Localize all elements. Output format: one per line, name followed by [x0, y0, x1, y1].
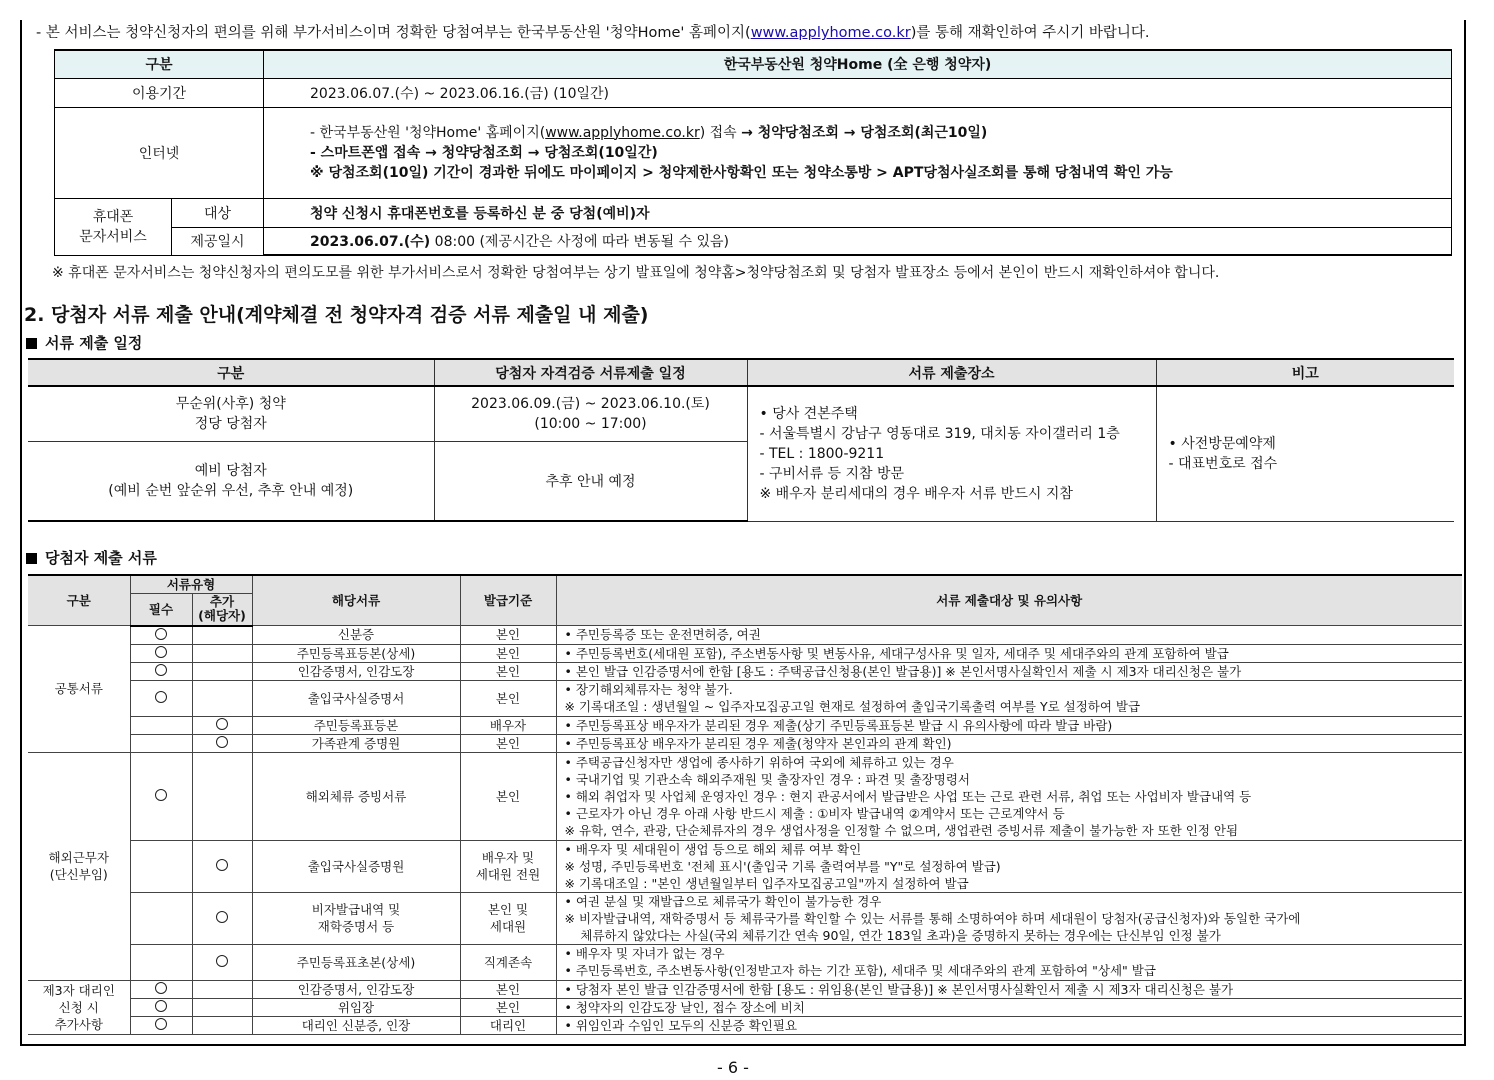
circle-mark-icon	[216, 736, 228, 748]
doc-notes	[556, 840, 1462, 892]
additional-cell	[192, 680, 252, 716]
doc-line-2: 재학증명서 등	[317, 919, 395, 934]
table-row	[28, 734, 1462, 752]
note-line: • 주민등록표상 배우자가 분리된 경우 제출(청약자 본인과의 관계 확인)	[564, 735, 952, 751]
period-value: 2023.06.07.(수) ~ 2023.06.16.(금) (10일간)	[264, 78, 1452, 107]
doc-basis: 대리인	[460, 1016, 556, 1034]
docs-header-doctype: 서류유형	[130, 575, 252, 594]
date-value	[264, 227, 1452, 255]
schedule-place	[747, 386, 1156, 521]
cat-proxy	[28, 980, 130, 1034]
note-line: • 근로자가 아닌 경우 아래 사항 반드시 제출 : ①비자 발급내역 ②계약서 또는 근로계약서 등	[564, 805, 1065, 821]
cat-common: 공통서류	[28, 626, 130, 753]
additional-cell	[192, 752, 252, 840]
required-cell	[130, 716, 192, 734]
doc-notes	[556, 716, 1462, 734]
circle-mark-icon	[155, 982, 167, 994]
table-row	[28, 752, 1462, 840]
internet-line-1-post: ) 접속	[699, 124, 742, 141]
circle-mark-icon	[155, 1018, 167, 1030]
note-line: • 배우자 및 자녀가 없는 경우	[564, 946, 725, 961]
note-line: ※ 비자발급내역, 재학증명서 등 체류국가를 확인할 수 있는 서류를 통해 소명하여야 하며 세대원이 당첨자(공급신청자)와 동일한 국가에	[564, 910, 1301, 926]
note-line: • 주택공급신청자만 생업에 종사하기 위하여 국외에 체류하고 있는 경우	[564, 754, 954, 770]
doc-basis: 본인	[460, 626, 556, 645]
circle-mark-icon	[155, 1000, 167, 1012]
table-row	[28, 644, 1462, 662]
target-value: 청약 신청시 휴대폰번호를 등록하신 분 중 당첨(예비)자	[264, 198, 1452, 227]
additional-cell	[192, 644, 252, 662]
cat-proxy-line-1: 제3자 대리인	[42, 982, 115, 998]
doc-name: 출입국사실증명서	[252, 680, 460, 716]
sms-label-1: 휴대폰	[92, 208, 134, 225]
top-note-text-end: )를 통해 재확인하여 주시기 바랍니다.	[910, 25, 1150, 41]
note-line: • 주민등록번호(세대원 포함), 주소변동사항 및 변동사유, 세대구성사유 및 일자, 세대주 및 세대주와의 관계 포함하여 발급	[564, 645, 1229, 661]
table-row	[28, 680, 1462, 716]
sms-label-2: 문자서비스	[79, 228, 147, 245]
doc-notes	[556, 980, 1462, 998]
target-label: 대상	[172, 198, 264, 227]
circle-mark-icon	[216, 859, 228, 871]
doc-line-1: 비자발급내역 및	[311, 902, 401, 917]
note-line: • 주민등록증 또는 운전면허증, 여권	[564, 627, 761, 643]
date-value-bold: 2023.06.07.(수)	[310, 233, 431, 250]
schedule-row1-category	[28, 386, 434, 441]
doc-basis: 본인	[460, 752, 556, 840]
period-label: 이용기간	[55, 78, 264, 107]
row1-cat-line-1: 무순위(사후) 청약	[175, 395, 286, 412]
basis-line-1: 배우자 및	[481, 850, 535, 865]
required-cell	[130, 680, 192, 716]
doc-notes	[556, 752, 1462, 840]
note-line: • 국내기업 및 기관소속 해외주재원 및 출장자인 경우 : 파견 및 출장명령서	[564, 771, 970, 787]
basis-line-2: 세대원	[489, 919, 527, 934]
docs-header-notes: 서류 제출대상 및 유의사항	[556, 575, 1462, 626]
doc-notes	[556, 1016, 1462, 1034]
additional-cell	[192, 998, 252, 1016]
internet-line-3: ※ 당첨조회(10일) 기간이 경과한 뒤에도 마이페이지 > 청약제한사항확인 또는 청약소통방 > APT당첨사실조회를 통해 당첨내역 확인 가능	[310, 164, 1173, 181]
note-line: • 장기해외체류자는 청약 불가.	[564, 682, 733, 697]
required-cell	[130, 998, 192, 1016]
circle-mark-icon	[216, 911, 228, 923]
doc-basis: 본인	[460, 998, 556, 1016]
note-line: • 해외 취업자 및 사업체 운영자인 경우 : 현지 관공서에서 발급받은 사업 또는 근로 관련 서류, 취업 또는 사업비자 발급내역 등	[564, 788, 1252, 804]
date-label: 제공일시	[172, 227, 264, 255]
section-title: 2. 당첨자 서류 제출 안내(계약체결 전 청약자격 검증 서류 제출일 내 제출)	[24, 304, 649, 326]
circle-mark-icon	[155, 691, 167, 703]
schedule-header-place: 서류 제출장소	[747, 359, 1156, 386]
doc-notes	[556, 892, 1462, 944]
cat-overseas-line-1: 해외근무자	[48, 850, 109, 865]
table-row	[28, 892, 1462, 944]
top-note	[36, 21, 1150, 42]
place-line: - 서울특별시 강남구 영동대로 319, 대치동 자이갤러리 1층	[759, 425, 1120, 442]
required-cell	[130, 734, 192, 752]
additional-cell	[192, 944, 252, 980]
note-line: ※ 성명, 주민등록번호 '전체 표시'(출입국 기록 출력여부를 "Y"로 설정하여 발급)	[564, 858, 1001, 874]
basis-line-2: 세대원 전원	[475, 867, 541, 882]
doc-basis: 직계존속	[460, 944, 556, 980]
doc-basis: 본인	[460, 662, 556, 680]
table-row	[28, 662, 1462, 680]
square-bullet-icon	[26, 338, 37, 349]
additional-line-2: (해당자)	[198, 608, 246, 624]
docs-header-additional	[192, 594, 252, 626]
doc-name: 출입국사실증명원	[252, 840, 460, 892]
note-line: • 주민등록번호, 주소변동사항(인정받고자 하는 기간 포함), 세대주 및 세대주와의 관계 포함하여 "상세" 발급	[564, 963, 1156, 978]
doc-notes	[556, 626, 1462, 645]
cat-proxy-line-2: 신청 시	[58, 999, 99, 1015]
note-line: ※ 유학, 연수, 관광, 단순체류자의 경우 생업사정을 인정할 수 없으며, 생업관련 증빙서류 제출이 불가능한 자 또한 인정 안됨	[564, 822, 1239, 838]
cat-overseas-line-2: (단신부임)	[49, 867, 108, 882]
docs-header-required: 필수	[130, 594, 192, 626]
applyhome-link[interactable]: www.applyhome.co.kr	[750, 25, 911, 41]
doc-name: 신분증	[252, 626, 460, 645]
cat-proxy-line-3: 추가사항	[54, 1016, 103, 1032]
internet-value	[264, 107, 1452, 198]
row2-cat-line-1: 예비 당첨자	[194, 462, 267, 479]
note-line: 체류하지 않았다는 사실(국외 체류기간 연속 90일, 연간 183일 초과)을 증명하지 못하는 경우에는 단신부임 인정 불가	[564, 927, 1221, 943]
doc-name: 대리인 신분증, 인장	[252, 1016, 460, 1034]
row1-date-line-1: 2023.06.09.(금) ~ 2023.06.10.(토)	[471, 395, 710, 412]
note-line: • 본인 발급 인감증명서에 한함 [용도 : 주택공급신청용(본인 발급용)] ※ 본인서명사실확인서 제출 시 제3자 대리신청은 불가	[564, 663, 1242, 679]
required-cell	[130, 662, 192, 680]
schedule-header-category: 구분	[28, 359, 434, 386]
doc-notes	[556, 680, 1462, 716]
required-cell	[130, 752, 192, 840]
internet-line-1-pre: - 한국부동산원 '청약Home' 홈페이지(	[310, 124, 546, 141]
row1-cat-line-2: 정당 당첨자	[194, 415, 267, 432]
additional-cell	[192, 980, 252, 998]
additional-cell	[192, 626, 252, 645]
doc-basis	[460, 892, 556, 944]
note-line: • 위임인과 수임인 모두의 신분증 확인필요	[564, 1017, 798, 1033]
doc-basis: 본인	[460, 680, 556, 716]
table-row	[28, 998, 1462, 1016]
doc-basis	[460, 840, 556, 892]
additional-cell	[192, 1016, 252, 1034]
doc-basis: 본인	[460, 644, 556, 662]
schedule-heading-text: 서류 제출 일정	[45, 334, 143, 352]
table-row	[28, 1016, 1462, 1034]
required-cell	[130, 626, 192, 645]
docs-heading-text: 당첨자 제출 서류	[45, 549, 157, 567]
schedule-row2-category	[28, 441, 434, 521]
doc-name: 주민등록표등본	[252, 716, 460, 734]
note-line: • 주민등록표상 배우자가 분리된 경우 제출(상기 주민등록표등본 발급 시 유의사항에 따라 발급 바람)	[564, 717, 1113, 733]
applyhome-link-2[interactable]: www.applyhome.co.kr	[545, 124, 700, 141]
sms-note: ※ 휴대폰 문자서비스는 청약신청자의 편의도모를 위한 부가서비스로서 정확한 당첨여부는 상기 발표일에 청약홈>청약당첨조회 및 당첨자 발표장소 등에서 본인이 반드시 재확인하셔야 합니다.	[52, 265, 1220, 281]
doc-basis: 배우자	[460, 716, 556, 734]
schedule-row2-date: 추후 안내 예정	[434, 441, 747, 521]
date-value-rest: 08:00 (제공시간은 사정에 따라 변동될 수 있음)	[430, 233, 730, 250]
doc-name: 주민등록표초본(상세)	[252, 944, 460, 980]
table-row	[28, 944, 1462, 980]
circle-mark-icon	[216, 955, 228, 967]
required-cell	[130, 1016, 192, 1034]
top-note-text: - 본 서비스는 청약신청자의 편의를 위해 부가서비스이며 정확한 당첨여부는 한국부동산원 '청약Home' 홈페이지(	[36, 25, 751, 41]
docs-header-category: 구분	[28, 575, 130, 626]
additional-cell	[192, 734, 252, 752]
additional-line-1: 추가	[209, 594, 235, 610]
schedule-heading	[26, 332, 142, 353]
note-line: ※ 기록대조일 : 생년월일 ~ 입주자모집공고일 현재로 설정하여 출입국기록출력 여부를 Y로 설정하여 발급	[564, 699, 1141, 714]
place-line: - TEL : 1800-9211	[759, 445, 885, 462]
doc-name: 인감증명서, 인감도장	[252, 662, 460, 680]
circle-mark-icon	[155, 664, 167, 676]
doc-notes	[556, 734, 1462, 752]
note-line: • 여권 분실 및 재발급으로 체류국가 확인이 불가능한 경우	[564, 893, 882, 909]
internet-label: 인터넷	[55, 107, 264, 198]
doc-name: 해외체류 증빙서류	[252, 752, 460, 840]
table-row	[28, 626, 1462, 645]
required-cell	[130, 840, 192, 892]
place-line: - 구비서류 등 지참 방문	[759, 465, 905, 482]
doc-name: 인감증명서, 인감도장	[252, 980, 460, 998]
table-row	[28, 716, 1462, 734]
announce-table	[54, 49, 1452, 256]
table-row	[28, 980, 1462, 998]
doc-name: 가족관계 증명원	[252, 734, 460, 752]
doc-notes	[556, 662, 1462, 680]
docs-header-basis: 발급기준	[460, 575, 556, 626]
doc-name: 위임장	[252, 998, 460, 1016]
additional-cell	[192, 662, 252, 680]
additional-cell	[192, 892, 252, 944]
doc-notes	[556, 644, 1462, 662]
remark-line: • 사전방문예약제	[1168, 435, 1276, 452]
schedule-header-remark: 비고	[1156, 359, 1454, 386]
circle-mark-icon	[155, 789, 167, 801]
circle-mark-icon	[155, 646, 167, 658]
required-cell	[130, 644, 192, 662]
val-header: 한국부동산원 청약Home (全 은행 청약자)	[264, 50, 1452, 78]
place-line: ※ 배우자 분리세대의 경우 배우자 서류 반드시 지참	[759, 485, 1073, 502]
internet-line-2: - 스마트폰앱 접속 → 청약당첨조회 → 당첨조회(10일간)	[310, 144, 658, 161]
square-bullet-icon	[26, 553, 37, 564]
schedule-row1-date	[434, 386, 747, 441]
additional-cell	[192, 716, 252, 734]
additional-cell	[192, 840, 252, 892]
row1-date-line-2: (10:00 ~ 17:00)	[534, 415, 647, 432]
internet-line-1	[310, 123, 1451, 143]
note-line: • 청약자의 인감도장 날인, 접수 장소에 비치	[564, 999, 805, 1015]
schedule-table	[28, 358, 1454, 522]
required-cell	[130, 980, 192, 998]
sms-label	[55, 198, 172, 255]
schedule-header-date: 당첨자 자격검증 서류제출 일정	[434, 359, 747, 386]
required-cell	[130, 944, 192, 980]
doc-name: 주민등록표등본(상세)	[252, 644, 460, 662]
doc-notes	[556, 944, 1462, 980]
docs-header-document: 해당서류	[252, 575, 460, 626]
schedule-remark	[1156, 386, 1454, 521]
docs-table	[28, 574, 1462, 1035]
note-line: • 배우자 및 세대원이 생업 등으로 해외 체류 여부 확인	[564, 841, 862, 857]
col-header: 구분	[55, 50, 264, 78]
required-cell	[130, 892, 192, 944]
circle-mark-icon	[155, 628, 167, 640]
place-line: • 당사 견본주택	[759, 405, 858, 422]
page-number: - 6 -	[717, 1058, 749, 1077]
row2-cat-line-2: (예비 순번 앞순위 우선, 추후 안내 예정)	[108, 482, 354, 499]
table-row	[28, 840, 1462, 892]
cat-overseas	[28, 752, 130, 980]
remark-line: - 대표번호로 접수	[1168, 455, 1278, 472]
docs-heading	[26, 547, 157, 568]
doc-notes	[556, 998, 1462, 1016]
basis-line-1: 본인 및	[487, 902, 529, 917]
note-line: • 당첨자 본인 발급 인감증명서에 한함 [용도 : 위임용(본인 발급용)] ※ 본인서명사실확인서 제출 시 제3자 대리신청은 불가	[564, 981, 1234, 997]
doc-basis: 본인	[460, 980, 556, 998]
internet-line-1-bold: → 청약당첨조회 → 당첨조회(최근10일)	[741, 124, 988, 141]
doc-basis: 본인	[460, 734, 556, 752]
note-line: ※ 기록대조일 : "본인 생년월일부터 입주자모집공고일"까지 설정하여 발급	[564, 875, 969, 891]
doc-name	[252, 892, 460, 944]
circle-mark-icon	[216, 718, 228, 730]
